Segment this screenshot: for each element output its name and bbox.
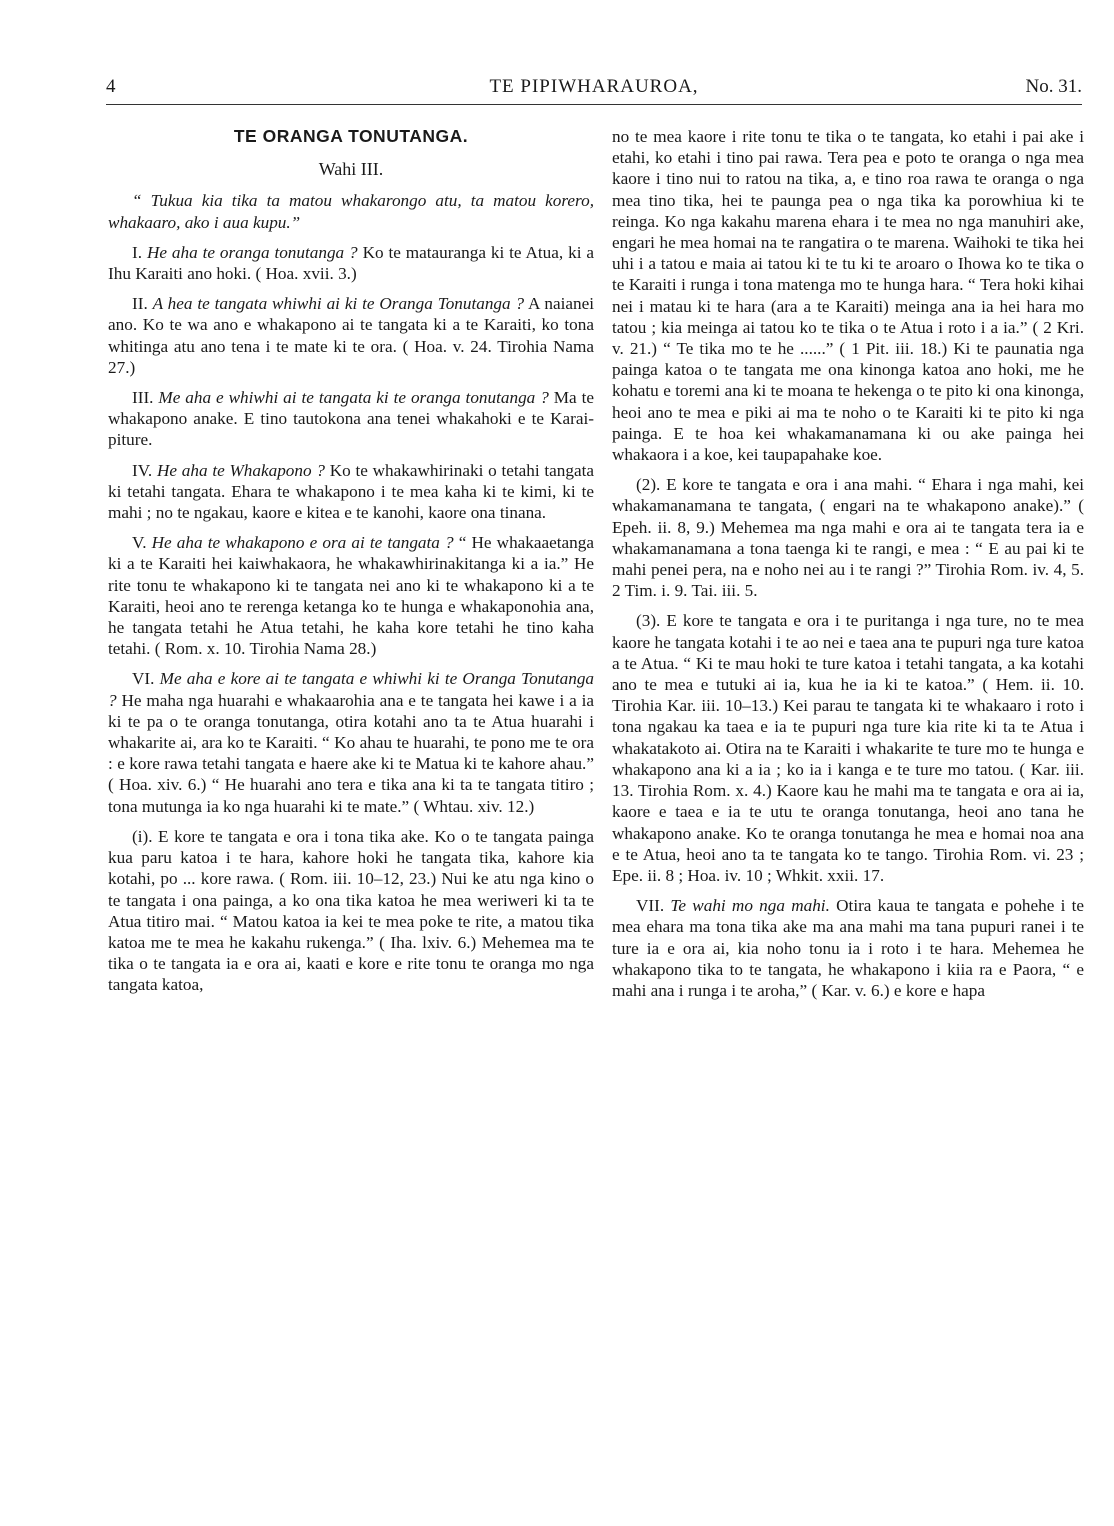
section-question: He aha te Whakapono ? — [156, 460, 325, 480]
section-answer: He maha nga huarahi e whakaarohia ana e te tangata hei kawe i a ia ki te pa o te oranga tonutanga, otira kotahi ano ta te Atua huarahi i whakarite ai, ara ko te Karaiti. “ Ko ahau te huarahi, te pono me te ora : e kore rawa tetahi tangata e haere ake ki te Matua ki te kahore ahau.” ( Hoa. xiv. 6.) “ He huarahi ano tera e tika ana ki ta te tangata titiro ; tona mutunga ia ko nga huarahi ki te mate.” ( Whtau. xiv. 12.) — [108, 690, 594, 816]
section-question: He aha te oranga tonutanga ? — [146, 242, 358, 262]
article-subtitle: Wahi III. — [318, 159, 384, 180]
section-question: He aha te whakapono e ora ai te tangata ? — [151, 533, 454, 553]
paragraph-continued: no te mea kaore i rite tonu te tika o te tangata, ko etahi i pai ake i etahi, ko etahi i tino pai rawa. Tera pea e poto te oranga o nga mea kaore i tino nui to ratou na tika, a, e tino roa rawa te oranga o nga mea tino tika, hei te paunga pea o nga tika ka porowhiua ki te reinga. Ko nga kakahu marena ehara i te mea no nga manuhiri ake, engari he mea homai na te rangatira o te marena. Waihoki te tika hei uhi i a tatou e maia ai tatou ki te tu ki te aroaro o Ihowa ko te tika o te Karaiti i runga i tona matenga mo te hunga hara. “ Tera hoki kihai nei i matau ki te hara (ara a te Karaiti) meinga ana ia hei hara mo tatou ; kia meinga ai tatou ko te tika o te Atua i roto i a ia.” ( 2 Kri. v. 21.) “ Te tika mo te he ......” ( 1 Pit. iii. 18.) Ki te paunatia nga painga katoa o te tangata me ona kinonga katoa ano hoki, me he kohatu e toremi ana ki te moana te hekenga o te pito ki ona kinonga, heoi ano te mea e piki ai ma te noho o te Karaiti ki te pito ki nga painga. E te hoa kei whakamanamana ki ou ake painga hei whakaora i a koe, kei taupapahake koe. — [612, 127, 1084, 465]
section-question: Te wahi mo nga mahi. — [670, 896, 830, 916]
paragraph-2: (2). E kore te tangata e ora i ana mahi. “ Ehara i nga mahi, kei whakamanamana te tangata, ( engari na te whakapono anake).” ( Epeh. ii. 8, 9.) Mehemea ma nga mahi e ora ai te tangata tera ia e whakamanamana a tona taenga ki te rangi, e mea : “ E au pai ki te mahi penei pera, na e noho nei au i te rangi ?” Tirohia Rom. iv. 4, 5. 2 Tim. i. 9. Tai. iii. 5. — [612, 475, 1084, 601]
section-number: III. — [132, 388, 154, 408]
section-2 — [108, 293, 594, 378]
section-1 — [108, 242, 594, 284]
section-6 — [108, 668, 594, 816]
section-answer: Ko te matauranga ki te Atua, ki a Ihu Karaiti ano hoki. ( Hoa. xvii. 3.) — [108, 242, 594, 284]
paragraph-i: (i). E kore te tangata e ora i tona tika ake. Ko o te tangata painga kua paru katoa i te hara, kahore hoki he tangata tika, kahore kia kotahi, po ... kore rawa. ( Rom. iii. 10–12, 23.) Nui ke atu nga kino o te tangata i ona painga, a ko ona tika katoa he mea weriweri ki ta te Atua titiro mai. “ Matou katoa ia kei te mea poke te rite, a matou tika katoa me te mea he kakahu rukenga.” ( Iha. lxiv. 6.) Mehemea ma te tika o te tangata ia e ora ai, kaati e kore e rite tonu te oranga mo nga tangata katoa, — [108, 826, 594, 995]
section-question: Me aha e whiwhi ai te tangata ki te oranga tonutanga ? — [158, 388, 549, 408]
section-number: VI. — [132, 669, 155, 689]
section-4 — [108, 460, 594, 524]
article-title: TE ORANGA TONUTANGA. — [233, 126, 469, 146]
article-motto: “ Tukua kia tika ta matou whakarongo atu, ta matou korero, whakaaro, ako i aua kupu.” — [108, 191, 594, 232]
section-answer: A naianei ano. Ko te wa ano e whakapono ai te tangata ki a te Karaiti, ko tona whitinga atu ano tena i te mate ki te ora. ( Hoa. v. 24. Tirohia Nama 27.) — [108, 294, 594, 377]
section-answer: “ He whakaaetanga ki a te Karaiti hei kaiwhakaora, he whakawhirinakitanga ki a ia.” He rite tonu te whakapono ki te tangata nei ano ki te whakapono ki a te Karaiti, heoi ano te rerenga ketanga ko te hunga e whakaponohia ana, he tangata tetahi he Atua tetahi, he kaha kore tetahi he tino kaha tetahi. ( Rom. x. 10. Tirohia Nama 28.) — [108, 533, 594, 659]
page-header — [106, 74, 1082, 105]
paragraph-3: (3). E kore te tangata e ora i te puritanga i nga ture, no te mea kaore he tangata kotahi i te ao nei e taea ana te pupuri nga ture katoa a te Atua. “ Ki te mau hoki te ture katoa i tetahi tangata, a ka kotahi ano te mea e tutuki ai ia, kua he ia ki te katoa.” ( Hem. ii. 10. Tirohia Kar. iii. 10–13.) Kei parau te tangata ki te whakaaro i roto i tona ngakau ka taea e ia te pupuri nga ture kia rite ki ta te Atua i whakatakoto ai. Otira na te Karaiti i whakarite te ture mo te hunga e whakapono ana ki a ia ; ko ia i kanga e te ture mo tatou. ( Kar. iii. 13. Tirohia Rom. x. 4.) Kaore kau he mahi ma te tangata e ora ai ia, kaore e taea e ia te utu te oranga tonutanga, heoi ano tana he whakapono anake. Ko te oranga tonutanga he mea e homai noa ana e te Atua, heoi ano ta te tangata ko te tango. Tirohia Rom. vi. 23 ; Epe. ii. 8 ; Hoa. iv. 10 ; Whkit. xxii. 17. — [612, 611, 1084, 885]
right-column — [612, 126, 1084, 1506]
section-answer: Ma te whakapono anake. E tino tautokona ana tenei whakahoki e te Karaipiture. — [108, 388, 594, 450]
section-question: Me aha e kore ai te tangata e whiwhi ki te Oranga Tonutanga ? — [108, 669, 594, 710]
left-column — [108, 126, 594, 1506]
section-3 — [108, 387, 594, 451]
section-number: IV. — [132, 460, 153, 480]
section-number: VII. — [636, 896, 665, 916]
section-5 — [108, 532, 594, 659]
section-number: V. — [132, 533, 147, 553]
section-7 — [612, 895, 1084, 1001]
masthead-title: TE PIPIWHARAUROA, — [489, 76, 699, 97]
section-number: I. — [132, 242, 143, 262]
section-answer: Otira kaua te tangata e pohehe i te mea ehara ma tona tika ake ma ana mahi ma tana pupuri ranei i te ture ia e ora ai, kia noho tonu ia i roto i te hara. Mehemea he whakapono tika to te tangata, he whakapono i kiia ra e Paora, “ e mahi ana i runga i te aroha,” ( Kar. v. 6.) e kore e hapa — [612, 896, 1084, 1000]
issue-number: No. 31. — [1025, 76, 1082, 97]
section-question: A hea te tangata whiwhi ai ki te Oranga Tonutanga ? — [152, 294, 525, 314]
section-number: II. — [132, 294, 148, 314]
section-answer: Ko te whakawhirinaki o tetahi tangata ki tetahi tangata. Ehara te whakapono i te mea kaha ki te kimi, ki te mahi ; no te ngakau, kaore e kitea e te kanohi, kaore ona tinana. — [108, 460, 594, 523]
page-number: 4 — [106, 76, 116, 97]
